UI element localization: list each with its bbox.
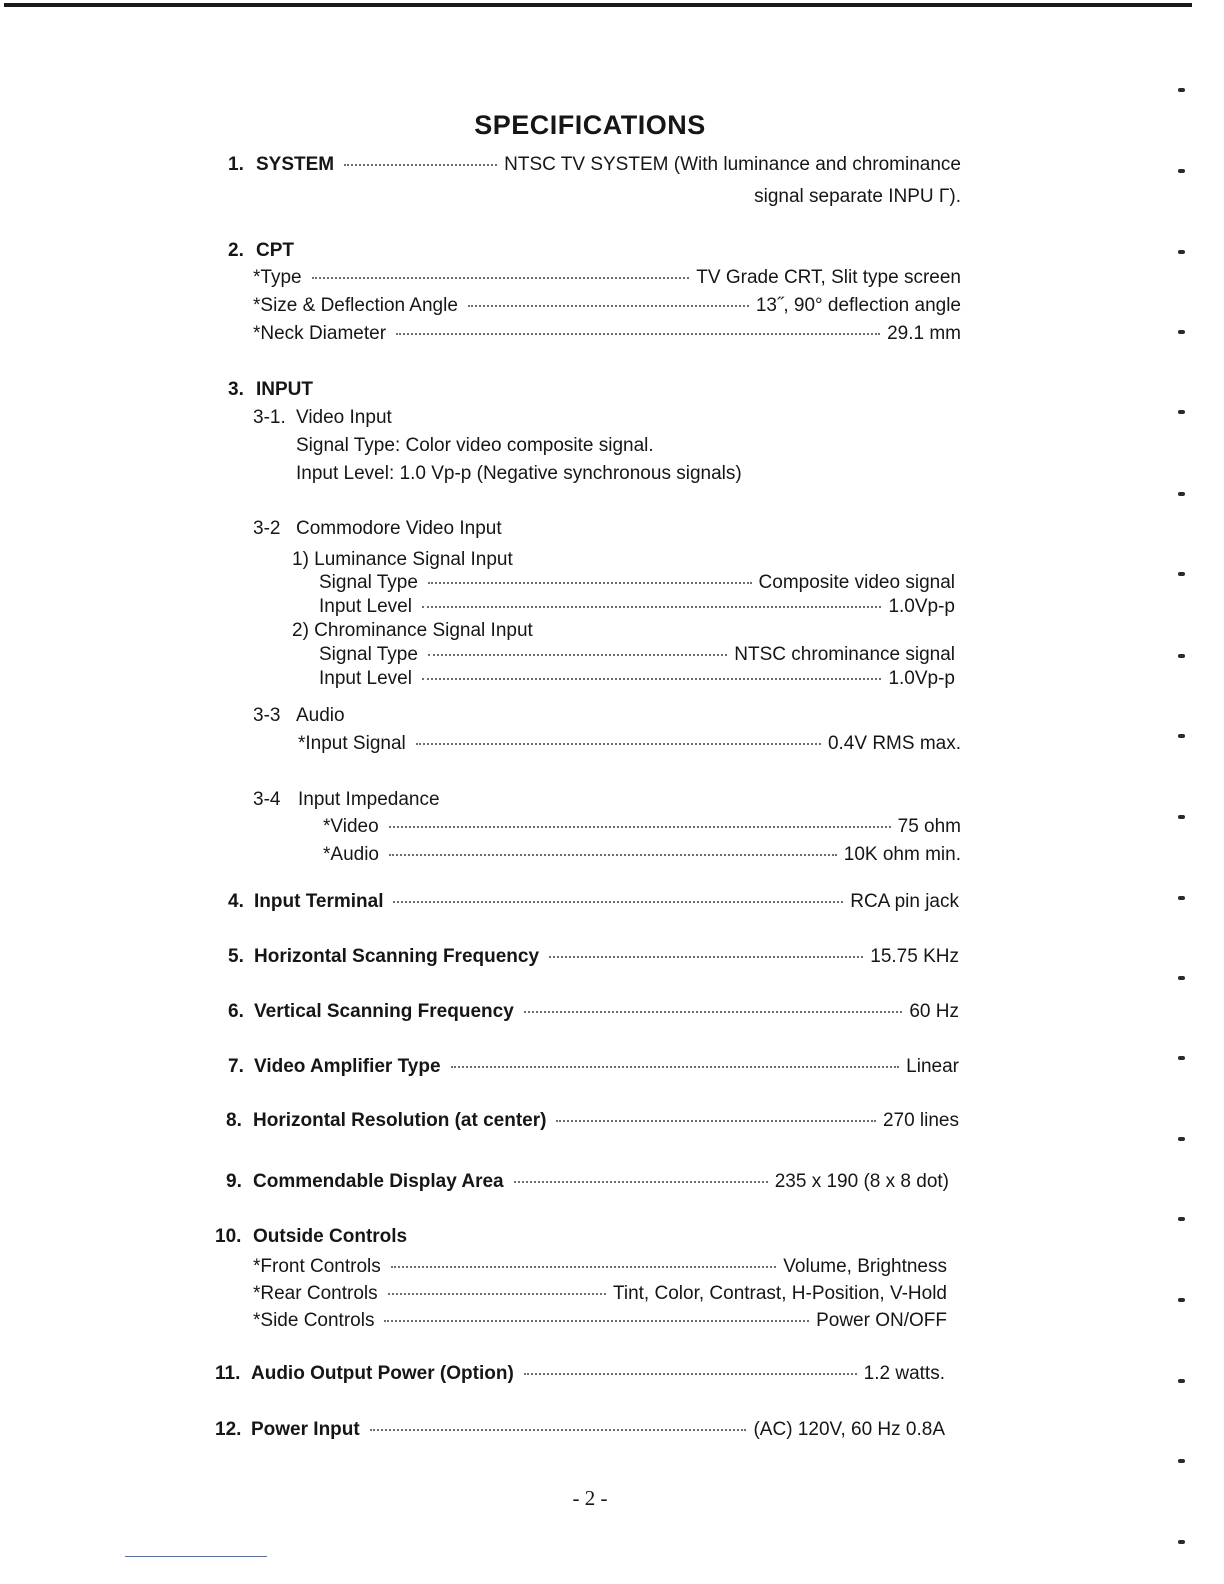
spec-label: Outside Controls xyxy=(253,1226,408,1247)
spec-label: Signal Type xyxy=(319,572,418,593)
dot-leader xyxy=(556,1120,875,1122)
spec-number: 11. xyxy=(215,1363,241,1384)
dot-leader xyxy=(428,654,727,656)
punch-mark xyxy=(1178,250,1185,254)
spec-value: 1.0Vp-p xyxy=(888,668,955,689)
spec-value: 75 ohm xyxy=(897,816,961,837)
spec-impedance-audio xyxy=(323,844,961,872)
dot-leader xyxy=(549,956,863,958)
spec-value: (AC) 120V, 60 Hz 0.8A xyxy=(753,1419,945,1440)
spec-value: NTSC TV SYSTEM (With luminance and chrominance xyxy=(504,154,961,175)
spec-value: NTSC chrominance signal xyxy=(734,644,955,665)
subsection-label: Input Impedance xyxy=(298,789,440,810)
punch-mark xyxy=(1178,410,1185,414)
spec-label: *Video xyxy=(323,816,379,837)
punch-mark xyxy=(1178,1459,1185,1463)
punch-mark xyxy=(1178,1540,1185,1544)
punch-mark xyxy=(1178,88,1185,92)
spec-input-terminal xyxy=(228,891,959,919)
spec-label: INPUT xyxy=(256,379,313,400)
dot-leader xyxy=(451,1066,900,1068)
spec-side-controls xyxy=(253,1310,947,1338)
spec-vertical-scanning-frequency xyxy=(228,1001,959,1029)
bottom-link-rule xyxy=(125,1556,267,1557)
spec-value-continued: signal separate INPU Γ). xyxy=(754,186,961,207)
spec-power-input xyxy=(215,1419,945,1447)
subsection-number: 3-3 xyxy=(253,705,281,726)
spec-label: Horizontal Resolution (at center) xyxy=(253,1110,547,1131)
spec-number: 5. xyxy=(228,946,244,967)
dot-leader xyxy=(344,164,497,166)
spec-system xyxy=(228,154,961,182)
punch-mark xyxy=(1178,492,1185,496)
punch-mark xyxy=(1178,1137,1185,1141)
punch-mark xyxy=(1178,654,1185,658)
spec-front-controls xyxy=(253,1256,947,1284)
subsection-label: Commodore Video Input xyxy=(296,518,502,539)
spec-number: 1. xyxy=(228,154,244,175)
spec-number: 6. xyxy=(228,1001,244,1022)
punch-mark xyxy=(1178,815,1185,819)
spec-value: 10K ohm min. xyxy=(843,844,961,865)
subsection-label: Audio xyxy=(296,705,345,726)
page-number: - 2 - xyxy=(572,1486,608,1510)
spec-display-area xyxy=(226,1171,949,1199)
punch-mark xyxy=(1178,1298,1185,1302)
spec-value: Linear xyxy=(906,1056,959,1077)
spec-value: 235 x 190 (8 x 8 dot) xyxy=(774,1171,949,1192)
spec-value: Composite video signal xyxy=(758,572,955,593)
punch-mark xyxy=(1178,976,1185,980)
punch-mark xyxy=(1178,330,1185,334)
spec-label: Video Amplifier Type xyxy=(254,1056,441,1077)
dot-leader xyxy=(384,1320,809,1322)
luminance-heading: 1) Luminance Signal Input xyxy=(292,549,513,570)
spec-value: 270 lines xyxy=(882,1110,959,1131)
dot-leader xyxy=(416,743,821,745)
spec-value: 29.1 mm xyxy=(887,323,961,344)
spec-rear-controls xyxy=(253,1283,947,1311)
spec-label: *Neck Diameter xyxy=(253,323,387,344)
dot-leader xyxy=(393,901,843,903)
dot-leader xyxy=(388,1293,606,1295)
spec-value: 1.0Vp-p xyxy=(888,596,955,617)
spec-label: SYSTEM xyxy=(256,154,335,175)
spec-value: 60 Hz xyxy=(909,1001,959,1022)
dot-leader xyxy=(514,1181,768,1183)
spec-number: 10. xyxy=(215,1226,242,1247)
punch-mark xyxy=(1178,1056,1185,1060)
dot-leader xyxy=(428,582,752,584)
dot-leader xyxy=(312,277,690,279)
spec-label: Input Level xyxy=(319,596,412,617)
punch-mark xyxy=(1178,572,1185,576)
spec-value: Tint, Color, Contrast, H-Position, V-Hold xyxy=(612,1283,947,1304)
section-heading-cpt xyxy=(228,240,294,262)
spec-cpt-neck xyxy=(253,323,961,351)
spec-chrominance-level xyxy=(319,668,955,696)
spec-label: *Audio xyxy=(323,844,379,865)
dot-leader xyxy=(422,606,881,608)
dot-leader xyxy=(524,1373,857,1375)
spec-video-amplifier-type xyxy=(228,1056,959,1084)
dot-leader xyxy=(524,1011,903,1013)
spec-label: Power Input xyxy=(251,1419,360,1440)
video-signal-type: Signal Type: Color video composite signal. xyxy=(296,435,654,456)
subsection-commodore-input xyxy=(253,518,502,540)
punch-mark xyxy=(1178,169,1185,173)
dot-leader xyxy=(370,1429,747,1431)
spec-audio-input-signal xyxy=(298,733,961,761)
spec-label: Input Terminal xyxy=(254,891,384,912)
subsection-number: 3-2 xyxy=(253,518,281,539)
spec-impedance-video xyxy=(323,816,961,844)
dot-leader xyxy=(422,678,881,680)
subsection-number: 3-4 xyxy=(253,789,281,810)
spec-number: 2. xyxy=(228,240,244,261)
spec-number: 9. xyxy=(226,1171,242,1192)
dot-leader xyxy=(389,854,837,856)
spec-label: *Rear Controls xyxy=(253,1283,378,1304)
punch-mark xyxy=(1178,734,1185,738)
spec-number: 4. xyxy=(228,891,244,912)
spec-number: 8. xyxy=(226,1110,242,1131)
dot-leader xyxy=(391,1266,777,1268)
spec-value: 13˝, 90° deflection angle xyxy=(755,295,961,316)
spec-cpt-size xyxy=(253,295,961,323)
spec-value: Volume, Brightness xyxy=(783,1256,947,1277)
spec-number: 3. xyxy=(228,379,244,400)
spec-value: 15.75 KHz xyxy=(870,946,959,967)
section-heading-outside-controls xyxy=(215,1226,407,1248)
subsection-audio xyxy=(253,705,345,727)
punch-mark xyxy=(1178,1379,1185,1383)
spec-label: Audio Output Power (Option) xyxy=(251,1363,514,1384)
spec-number: 7. xyxy=(228,1056,244,1077)
top-border-rule xyxy=(4,3,1192,7)
spec-value: RCA pin jack xyxy=(850,891,959,912)
spec-audio-output-power xyxy=(215,1363,945,1391)
dot-leader xyxy=(389,826,891,828)
subsection-label: Video Input xyxy=(296,407,392,428)
page-title: SPECIFICATIONS xyxy=(474,110,706,140)
section-heading-input xyxy=(228,379,313,401)
spec-value: 1.2 watts. xyxy=(863,1363,945,1384)
subsection-video-input xyxy=(253,407,392,429)
spec-value: Power ON/OFF xyxy=(816,1310,947,1331)
spec-label: *Size & Deflection Angle xyxy=(253,295,458,316)
dot-leader xyxy=(396,333,880,335)
spec-label: *Front Controls xyxy=(253,1256,381,1277)
punch-mark xyxy=(1178,1217,1185,1221)
spec-label: *Input Signal xyxy=(298,733,406,754)
punch-mark xyxy=(1178,896,1185,900)
spec-value: TV Grade CRT, Slit type screen xyxy=(696,267,961,288)
video-input-level: Input Level: 1.0 Vp-p (Negative synchronous signals) xyxy=(296,463,742,484)
spec-label: Input Level xyxy=(319,668,412,689)
spec-label: Horizontal Scanning Frequency xyxy=(254,946,540,967)
spec-label: *Side Controls xyxy=(253,1310,375,1331)
spec-label: Vertical Scanning Frequency xyxy=(254,1001,514,1022)
subsection-number: 3-1. xyxy=(253,407,286,428)
spec-horizontal-resolution xyxy=(226,1110,959,1138)
chrominance-heading: 2) Chrominance Signal Input xyxy=(292,620,533,641)
spec-label: Commendable Display Area xyxy=(253,1171,504,1192)
spec-label: CPT xyxy=(256,240,294,261)
spec-label: Signal Type xyxy=(319,644,418,665)
spec-cpt-type xyxy=(253,267,961,295)
spec-horizontal-scanning-frequency xyxy=(228,946,959,974)
spec-value: 0.4V RMS max. xyxy=(827,733,961,754)
spec-number: 12. xyxy=(215,1419,242,1440)
subsection-impedance xyxy=(253,789,440,811)
dot-leader xyxy=(468,305,749,307)
spec-label: *Type xyxy=(253,267,302,288)
